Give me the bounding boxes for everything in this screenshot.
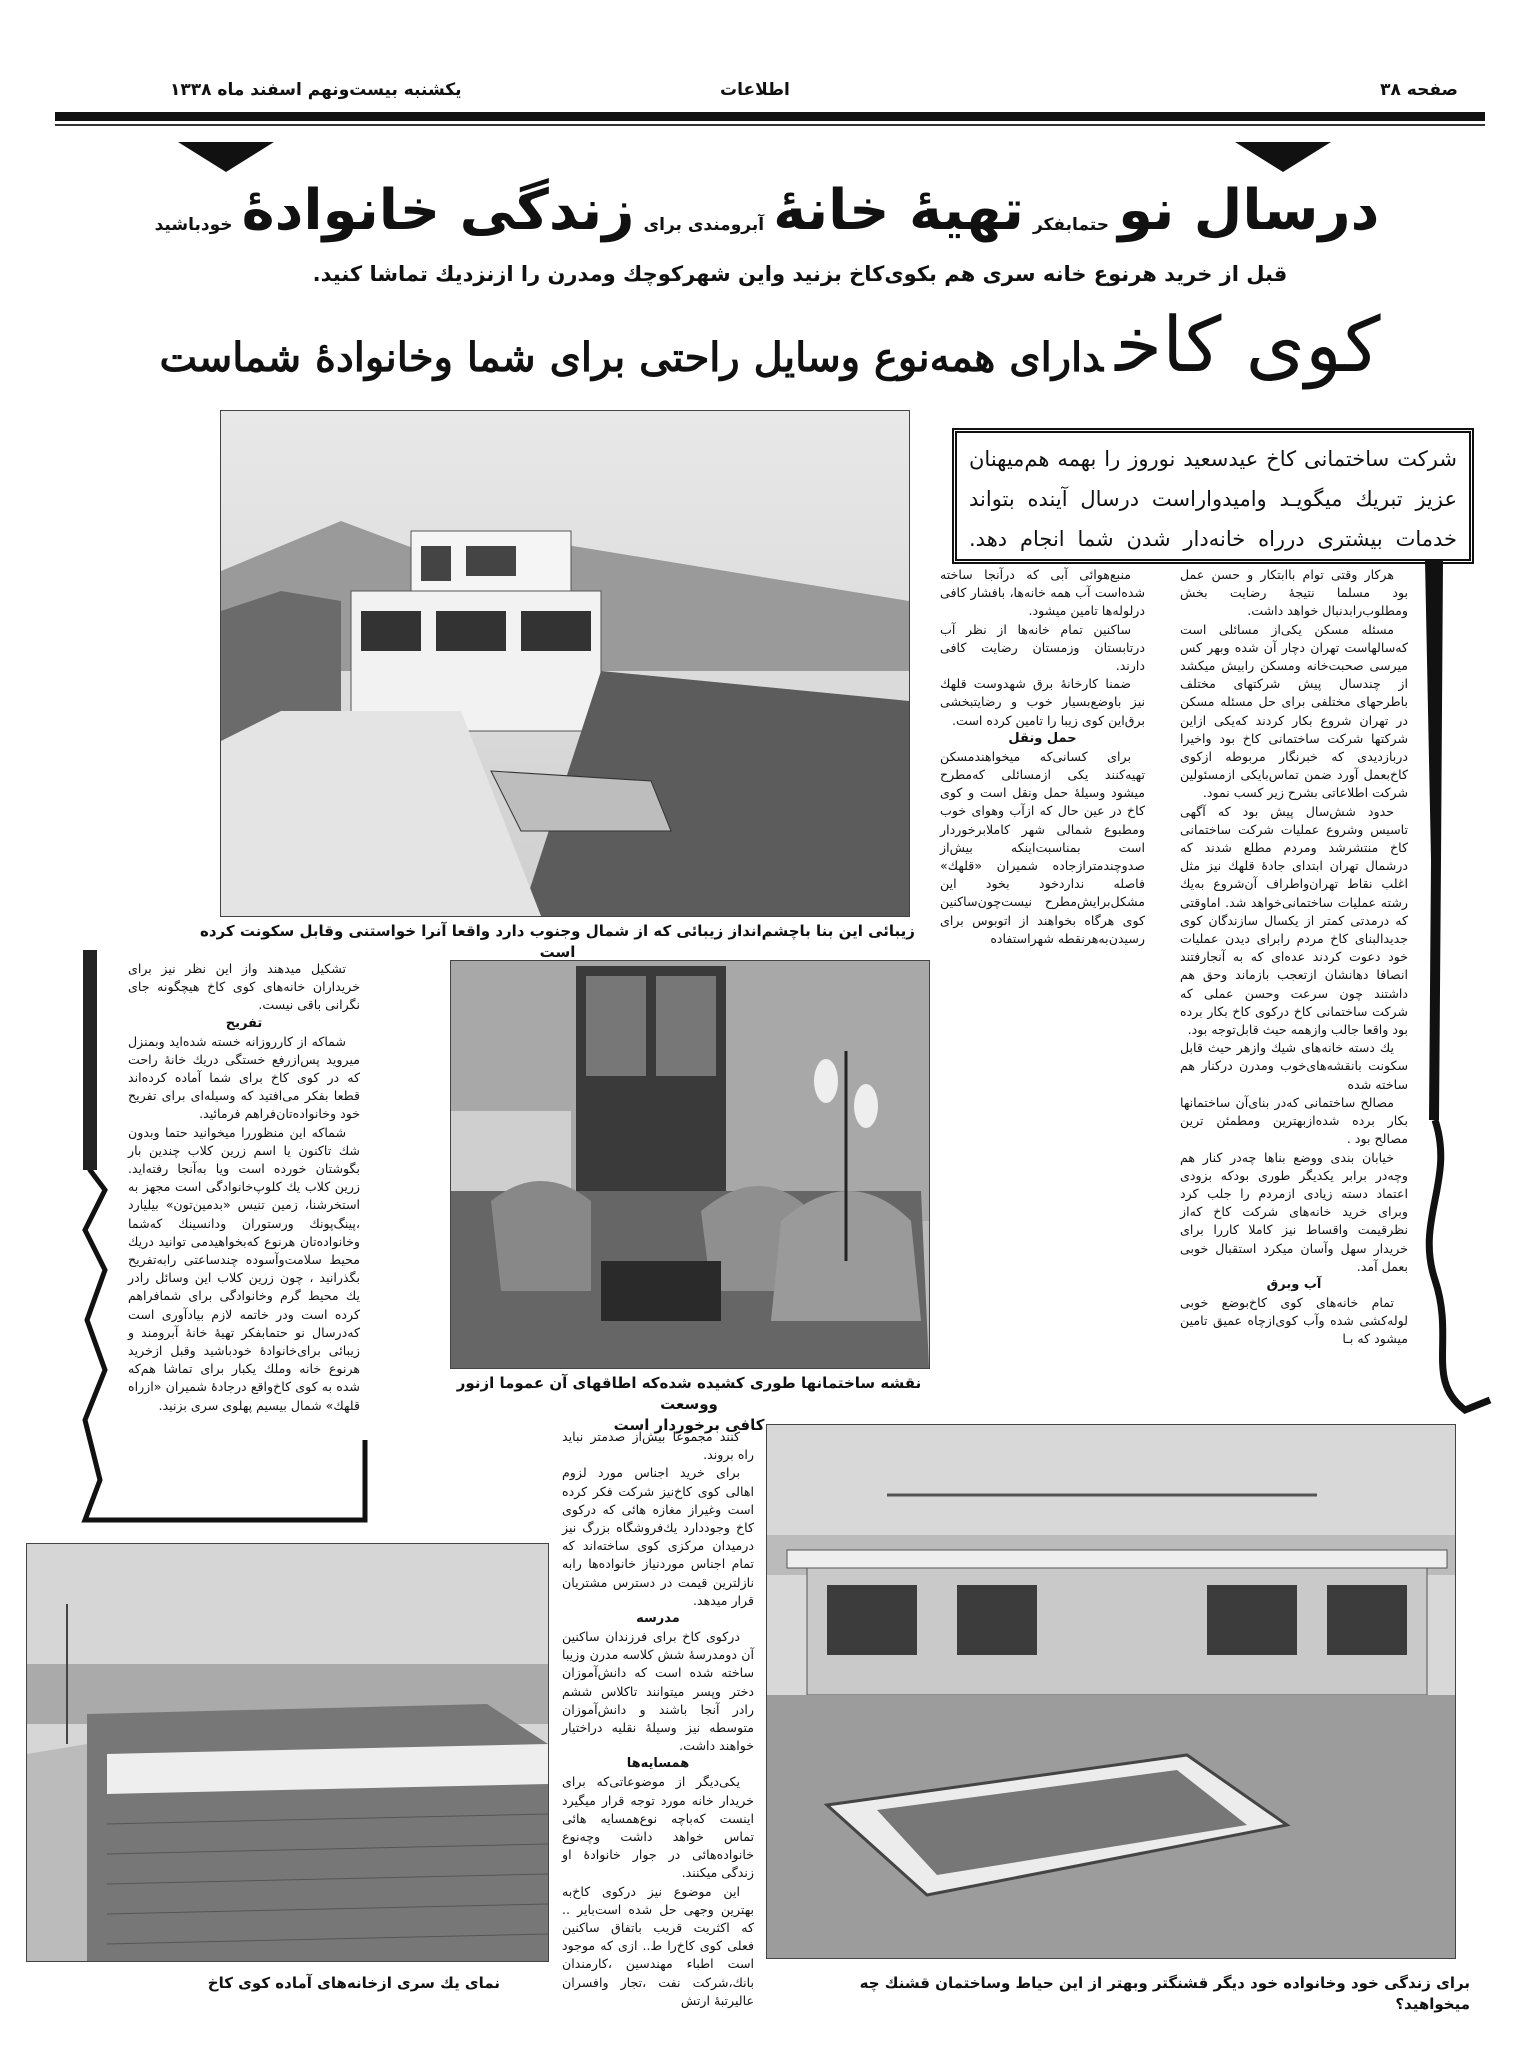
paragraph: هرکار وقتی توام باابتکار و حسن عمل بود مسلما نتیجهٔ رضایت بخش ومطلوب‌رابدنبال خواهد داشت. — [1180, 567, 1408, 619]
headline-part: حتمابفکر — [1032, 214, 1109, 235]
triangle-ornament-right — [1235, 142, 1331, 172]
headline — [150, 178, 1380, 243]
paragraph: یك دسته خانه‌های شیك وازهر حیث قابل سکونت بانقشه‌های‌خوب ومدرن درکنار هم ساخته شده — [1180, 1040, 1408, 1092]
masthead-rule — [55, 112, 1485, 121]
caption-line: نقشه ساختمانها طوری کشیده شده‌که اطاقهای آن عموما ازنور ووسعت — [456, 1374, 922, 1413]
article-column-bottom-mid — [562, 1428, 754, 2010]
article-column-mid-right — [940, 566, 1145, 948]
paragraph: حدود شش‌سال پیش بود که آگهی تاسیس وشروع عملیات شرکت ساختمانی کاخ منتشرشد ومردم مطلع شدند که درشمال تهران ابتدای جادهٔ قلهك نیز مثل اغلب نقاط تهران‌واطراف آن‌شروع به‌یك رشته عملیات ساختمانی‌خواهد شد. اماوقتی که درمدتی کمتر از یکسال سازندگان کوی جدیدالبنای کاخ مردم رابرای دیدن عملیات خود دعوت کردند عده‌ای که به آنجارفتند انصافا دهانشان ازتعجب بازماند وحق هم داشتند چون سرعت وحسن عملی که شرکت ساختمانی کاخ درکوی کاخ بکار برده بود واقعا جالب وازهمه حیث قابل‌توجه بود. — [1180, 803, 1408, 1038]
photo-villa — [220, 410, 910, 917]
greeting-line: خدمات بیشتری درراه خانه‌دار شدن شما انجام دهد. — [969, 527, 1457, 551]
paragraph: مصالح ساختمانی که‌در بنای‌آن ساختمانها بکار برده شده‌ازبهترین ومطمئن ترین مصالح بود . — [1180, 1094, 1408, 1147]
headline-part: زندگی خانوادهٔ — [241, 178, 635, 243]
headline-part: تهیهٔ خانهٔ — [773, 178, 1024, 243]
caption-courtyard: برای زندگی خود وخانواده خود دیگر قشنگتر وبهتر از این حیاط وساختمان قشنك چه میخواهید؟ — [859, 1974, 1470, 2013]
paragraph: کنند مجموعا بیش‌از صدمتر نباید راه بروند. — [562, 1429, 754, 1463]
photo-rooftops — [26, 1543, 549, 1962]
section-heading: همسایه‌ها — [626, 1756, 690, 1772]
paragraph: درکوی کاخ برای فرزندان ساکنین آن دومدرسهٔ شش کلاسه مدرن وزیبا ساخته شده است که دانش‌آموزان دختر وپسر میتوانند تاکلاس ششم رادر آنجا باشند و دانش‌آموزان متوسطه نیز وسیلهٔ نقلیه دراختیار خواهند داشت. — [562, 1629, 754, 1754]
caption-line: کافی برخوردار است — [613, 1416, 765, 1434]
paragraph: تمام خانه‌های کوی کاخ‌بوضع خوبی لوله‌کشی شده وآب کوی‌ازچاه عمیق تامین میشود که بـا — [1180, 1294, 1408, 1347]
greeting-line: عزیز تبریك میگویـد وامیدواراست درسال آینده بتواند — [969, 487, 1457, 511]
page-number: صفحه ۳۸ — [1380, 80, 1458, 100]
paragraph: برای کسانی‌که میخواهندمسکن تهیه‌کنند یکی ازمسائلی که‌مطرح میشود وسیلهٔ حمل ونقل است و کوی کاخ در عین حال که ازآب وهوای خوب ومطبوع شمالی شهر کاملابرخوردار است بمناسبت‌اینکه بیش‌از صدوچندمترازجاده شمیران «قلهك» فاصله نداردخود بخود این مشکل‌برایش‌مطرح نیست‌چون‌ساکنین کوی هرگاه بخواهند از اتوبوس برای رسیدن‌به‌هرنقطه شهراستفاده — [940, 748, 1145, 946]
paragraph: این موضوع نیز درکوی کاخ‌به بهترین وجهی حل شده است‌بایر .. که اکثریت قریب باتفاق ساکنین فعلی کوی کاخ‌را ط.. ازی که موجود است اطباء مهندسین ،کارمندان بانك،شرکت نفت ،تجار وافسران عالیرتبهٔ ارتش — [562, 1883, 754, 2008]
brand-name: کوی کاخ — [1115, 300, 1381, 389]
section-heading: تفریح — [225, 1015, 263, 1031]
paragraph: تشکیل میدهند واز این نظر نیز برای خریداران خانه‌های کوی کاخ هیچگونه جای نگرانی باقی نیست. — [128, 961, 360, 1013]
photo-courtyard — [766, 1424, 1456, 1959]
section-heading: مدرسه — [636, 1611, 680, 1627]
section-heading: آب وبرق — [1266, 1276, 1322, 1292]
section-heading: حمل ونقل — [1008, 730, 1077, 746]
headline-part: آبرومندی برای — [643, 214, 765, 235]
photo-interior — [450, 960, 930, 1369]
subheadline: قبل از خرید هرنوع خانه سری هم بکوی‌کاخ بزنید واین شهرکوچك ومدرن را ازنزدیك تماشا کنید. — [312, 262, 1288, 286]
paragraph: یکی‌دیگر از موضوعاتی‌که برای خریدار خانه مورد توجه قرار میگیرد اینست که‌باچه نوع‌همسایه هائی تماس خواهد داشت وچه‌نوع خانواده‌هائی در جوار خانوادهٔ او زندگی میکنند. — [562, 1774, 754, 1881]
newspaper-name: اطلاعات — [720, 80, 790, 100]
headline-part: درسال نو — [1118, 178, 1380, 243]
greeting-box — [952, 428, 1474, 564]
issue-date: یکشنبه بیست‌ونهم اسفند ماه ۱۳۳۸ — [170, 80, 462, 100]
banner — [120, 300, 1420, 389]
article-column-left — [128, 960, 360, 1415]
paragraph: شماکه این منظوررا میخوانید حتما وبدون شك تاکنون یا اسم زرین کلاب چندین بار بگوشتان خورده است ویا به‌آنجا رفته‌اید. زرین کلاب یك کلوپ‌خانوادگی است مجهز به استخرشنا، زمین تنیس «بدمین‌تون» بیلیارد ،پینگ‌پونك ورستوران ودانسینك که‌شما وخانواده‌تان هرنوع که‌بخواهیدمی توانید دریك محیط سلامت‌وآسوده چندساعتی رابه‌تفریح بگذرانید ، چون زرین کلاب این وسائل رادر یك محیط گرم وخانوادگی برای شمافراهم کرده است ودر خاتمه لازم بیادآوری است که‌درسال نو حتمابفکر تهیهٔ خانهٔ آبرومند و زیبائی برای‌خانوادهٔ خودباشید وقبل ازخرید هرنوع خانه وملك یکبار برای تماشا هم‌که شده به کوی کاخ‌واقع درجادهٔ شمیران «ازراه قلهك» شمال بیسیم پهلوی سری بزنید. — [128, 1124, 360, 1413]
paragraph: منبع‌هوائی آبی که درآنجا ساخته شده‌است آب همه خانه‌ها، بافشار کافی درلوله‌ها تامین میشود. — [940, 567, 1145, 619]
paragraph: شماکه از کارروزانه خسته شده‌اید وبمنزل میروید پس‌ازرفع خستگی دریك خانهٔ راحت که در کوی کاخ برای شما آماده کرده‌اند قطعا بفکر می‌افتید که وسیله‌ای برای تفریح خود وخانواده‌تان‌فراهم فرمائید. — [128, 1033, 360, 1122]
decorative-border-right — [1405, 560, 1495, 1420]
greeting-line: شرکت ساختمانی کاخ عیدسعید نوروز را بهمه هم‌میهنان — [969, 447, 1457, 471]
paragraph: برای خرید اجناس مورد لزوم اهالی کوی کاخ‌نیز شرکت فکر کرده است وغیراز مغازه هائی که درکوی کاخ وجوددارد یك‌فروشگاه بزرگ نیز درمیدان مرکزی کوی ساخته‌اند که تمام اجناس موردنیاز خانواده‌ها رابه نازلترین قیمت در دسترس مشتریان قرار میدهد. — [562, 1465, 754, 1608]
headline-part: خودباشید — [154, 214, 233, 235]
caption-villa: زیبائی این بنا باچشم‌انداز زیبائی که از شمال وجنوب دارد واقعا آنرا خواستنی وقابل سکونت کرده است — [200, 922, 915, 961]
banner-text: دارای همه‌نوع وسایل راحتی برای شما وخانوادهٔ شماست — [159, 334, 1104, 381]
paragraph: ضمنا کارخانهٔ برق شهدوست قلهك نیز باوضع‌بسیار خوب و رضایتبخشی برق‌این کوی زیبا را تامین کرده است. — [940, 676, 1145, 728]
paragraph: مسئله مسکن یکی‌از مسائلی است که‌سالهاست تهران دچار آن شده وبهر کس میرسی صحبت‌خانه ومسکن رابیش میکشد از چندسال پیش شرکتهای مختلف باطرحهای مختلفی برای حل مسئله مسکن در تهران شروع بکار کردند که‌یکی ازاین شرکتها شرکت ساختمانی کاخ بود واخیرا دربازدیدی که خبرنگار مربوطه ازکوی کاخ‌بعمل آورد ضمن تماس‌بایکی ازمسئولین شرکت اطلاعاتی بشرح زیر کسب نمود. — [1180, 621, 1408, 801]
paragraph: ساکنین تمام خانه‌ها از نظر آب درتابستان وزمستان رضایت کافی دارند. — [940, 621, 1145, 674]
triangle-ornament-left — [178, 142, 274, 172]
caption-rooftops: نمای یك سری ازخانه‌های آماده کوی کاخ — [207, 1974, 500, 1992]
paragraph: خیابان بندی ووضع بناها چه‌در کنار هم وچه‌در برابر یکدیگر طوری بودکه بزودی اعتماد دسته زیادی ازمردم را جلب کرد وبرای خرید خانه‌های شرکت کاخ که‌از نظرقیمت واقساط نیز کاملا کاررا برای خریدار سهل وآسان میکرد استقبال خوبی بعمل آمد. — [1180, 1149, 1408, 1274]
article-column-right — [1180, 566, 1408, 1349]
